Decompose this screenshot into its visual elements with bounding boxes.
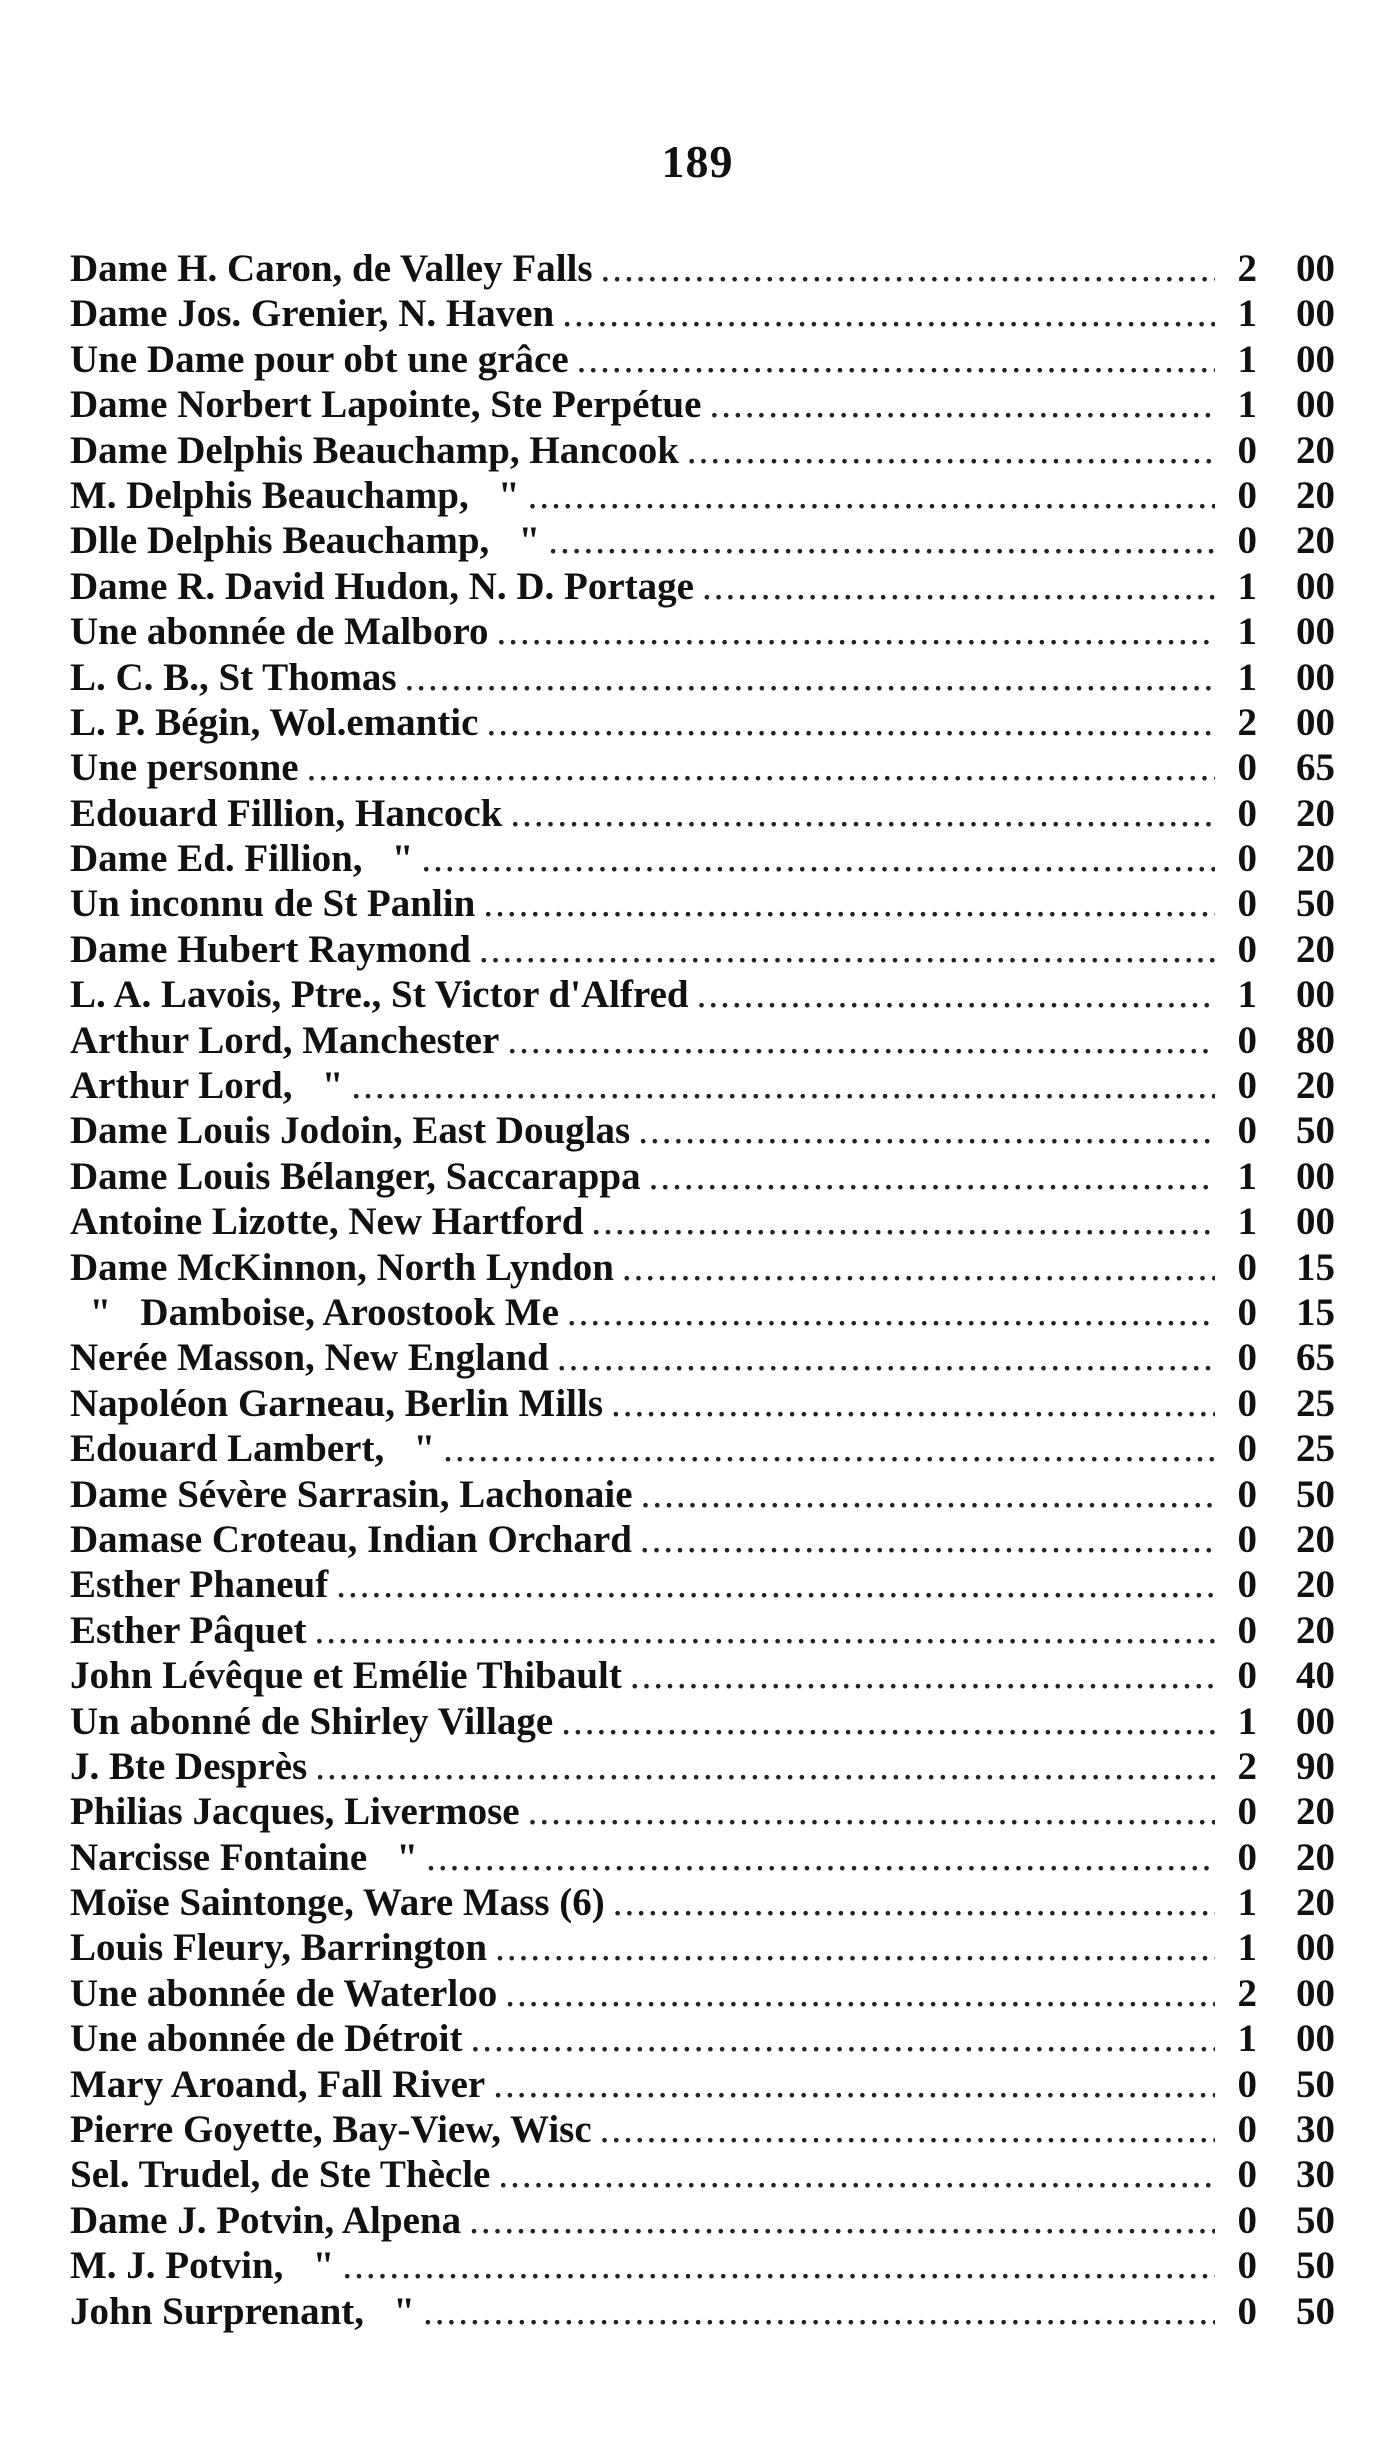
amount-cents: 20 bbox=[1296, 1881, 1335, 1925]
amount-cents: 20 bbox=[1296, 428, 1335, 472]
dot-leader bbox=[486, 700, 1215, 745]
entry-amount bbox=[1223, 1108, 1335, 1153]
dot-leader bbox=[548, 518, 1215, 563]
dot-leader bbox=[709, 382, 1215, 427]
amount-cents: 00 bbox=[1296, 973, 1335, 1017]
donation-list bbox=[70, 246, 1335, 2334]
amount-dollars: 0 bbox=[1237, 473, 1257, 517]
list-item bbox=[70, 473, 1335, 518]
list-item bbox=[70, 1245, 1335, 1290]
amount-dollars: 0 bbox=[1237, 1064, 1257, 1108]
amount-cents: 50 bbox=[1296, 1472, 1335, 1516]
entry-name: Dame Louis Bélanger, Saccarappa bbox=[70, 1154, 641, 1198]
entry-name: " Damboise, Aroostook Me bbox=[70, 1290, 559, 1334]
amount-dollars: 0 bbox=[1237, 1835, 1257, 1879]
amount-dollars: 1 bbox=[1237, 2017, 1257, 2061]
list-item bbox=[70, 655, 1335, 700]
dot-leader bbox=[505, 1971, 1215, 2016]
amount-dollars: 0 bbox=[1237, 1290, 1257, 1334]
dot-leader bbox=[528, 473, 1215, 518]
entry-amount bbox=[1223, 2243, 1335, 2288]
list-item bbox=[70, 1381, 1335, 1426]
list-item bbox=[70, 1154, 1335, 1199]
entry-name: Pierre Goyette, Bay-View, Wisc bbox=[70, 2108, 592, 2152]
list-item bbox=[70, 2107, 1335, 2152]
amount-dollars: 0 bbox=[1237, 1109, 1257, 1153]
list-item bbox=[70, 1835, 1335, 1880]
entry-amount bbox=[1223, 291, 1335, 336]
dot-leader bbox=[510, 791, 1215, 836]
dot-leader bbox=[601, 246, 1215, 291]
amount-dollars: 0 bbox=[1237, 2289, 1257, 2333]
entry-name: Une Dame pour obt une grâce bbox=[70, 337, 569, 381]
amount-cents: 00 bbox=[1296, 655, 1335, 699]
entry-amount bbox=[1223, 1018, 1335, 1063]
entry-amount bbox=[1223, 1608, 1335, 1653]
list-item bbox=[70, 382, 1335, 427]
list-item bbox=[70, 2243, 1335, 2288]
amount-cents: 15 bbox=[1296, 1245, 1335, 1289]
list-item bbox=[70, 700, 1335, 745]
entry-name: Un abonné de Shirley Village bbox=[70, 1699, 554, 1743]
amount-dollars: 0 bbox=[1237, 519, 1257, 563]
amount-cents: 50 bbox=[1296, 1109, 1335, 1153]
amount-cents: 20 bbox=[1296, 1608, 1335, 1652]
entry-amount bbox=[1223, 382, 1335, 427]
entry-name: Dame Ed. Fillion, " bbox=[70, 837, 414, 881]
entry-amount bbox=[1223, 428, 1335, 473]
dot-leader bbox=[342, 2243, 1215, 2288]
entry-name: Dame McKinnon, North Lyndon bbox=[70, 1245, 614, 1289]
list-item bbox=[70, 2289, 1335, 2334]
dot-leader bbox=[421, 836, 1215, 881]
amount-cents: 20 bbox=[1296, 1064, 1335, 1108]
amount-cents: 25 bbox=[1296, 1427, 1335, 1471]
dot-leader bbox=[426, 1835, 1215, 1880]
list-item bbox=[70, 1699, 1335, 1744]
entry-name: Nerée Masson, New England bbox=[70, 1336, 549, 1380]
entry-name: L. A. Lavois, Ptre., St Victor d'Alfred bbox=[70, 973, 689, 1017]
dot-leader bbox=[336, 1562, 1215, 1607]
entry-name: Dame Louis Jodoin, East Douglas bbox=[70, 1109, 631, 1153]
amount-dollars: 0 bbox=[1237, 837, 1257, 881]
dot-leader bbox=[495, 1925, 1215, 1970]
list-item bbox=[70, 1971, 1335, 2016]
amount-dollars: 1 bbox=[1237, 1881, 1257, 1925]
entry-name: L. C. B., St Thomas bbox=[70, 655, 397, 699]
amount-cents: 30 bbox=[1296, 2153, 1335, 2197]
dot-leader bbox=[507, 1018, 1215, 1063]
amount-dollars: 0 bbox=[1237, 1472, 1257, 1516]
list-item bbox=[70, 1335, 1335, 1380]
dot-leader bbox=[613, 1880, 1215, 1925]
amount-cents: 40 bbox=[1296, 1654, 1335, 1698]
amount-cents: 00 bbox=[1296, 247, 1335, 290]
dot-leader bbox=[641, 1472, 1215, 1517]
list-item bbox=[70, 2016, 1335, 2061]
entry-name: Dame Delphis Beauchamp, Hancook bbox=[70, 428, 679, 472]
amount-dollars: 0 bbox=[1237, 1336, 1257, 1380]
list-item bbox=[70, 291, 1335, 336]
entry-name: Une abonnée de Waterloo bbox=[70, 1971, 498, 2015]
dot-leader bbox=[649, 1154, 1215, 1199]
entry-name: Arthur Lord, Manchester bbox=[70, 1018, 500, 1062]
entry-amount bbox=[1223, 1472, 1335, 1517]
amount-dollars: 0 bbox=[1237, 2153, 1257, 2197]
amount-cents: 80 bbox=[1296, 1018, 1335, 1062]
entry-amount bbox=[1223, 1426, 1335, 1471]
entry-amount bbox=[1223, 700, 1335, 745]
amount-dollars: 0 bbox=[1237, 1563, 1257, 1607]
dot-leader bbox=[471, 2016, 1216, 2061]
amount-cents: 65 bbox=[1296, 746, 1335, 790]
dot-leader bbox=[423, 2289, 1215, 2334]
entry-amount bbox=[1223, 1381, 1335, 1426]
amount-dollars: 2 bbox=[1237, 1744, 1257, 1788]
entry-name: Philias Jacques, Livermose bbox=[70, 1790, 520, 1834]
amount-dollars: 1 bbox=[1237, 1154, 1257, 1198]
amount-cents: 00 bbox=[1296, 292, 1335, 336]
list-item bbox=[70, 1018, 1335, 1063]
entry-amount bbox=[1223, 246, 1335, 291]
amount-dollars: 0 bbox=[1237, 1245, 1257, 1289]
entry-amount bbox=[1223, 609, 1335, 654]
entry-amount bbox=[1223, 1699, 1335, 1744]
amount-cents: 50 bbox=[1296, 882, 1335, 926]
list-item bbox=[70, 745, 1335, 790]
amount-cents: 00 bbox=[1296, 2017, 1335, 2061]
entry-amount bbox=[1223, 655, 1335, 700]
amount-dollars: 1 bbox=[1237, 1200, 1257, 1244]
amount-cents: 20 bbox=[1296, 1563, 1335, 1607]
amount-cents: 20 bbox=[1296, 927, 1335, 971]
dot-leader bbox=[528, 1789, 1215, 1834]
dot-leader bbox=[483, 881, 1215, 926]
entry-amount bbox=[1223, 1562, 1335, 1607]
entry-amount bbox=[1223, 2152, 1335, 2197]
entry-amount bbox=[1223, 1653, 1335, 1698]
entry-amount bbox=[1223, 564, 1335, 609]
list-item bbox=[70, 1608, 1335, 1653]
amount-dollars: 0 bbox=[1237, 2244, 1257, 2288]
amount-dollars: 0 bbox=[1237, 2108, 1257, 2152]
entry-amount bbox=[1223, 791, 1335, 836]
entry-amount bbox=[1223, 881, 1335, 926]
list-item bbox=[70, 1108, 1335, 1153]
dot-leader bbox=[561, 1699, 1215, 1744]
entry-amount bbox=[1223, 518, 1335, 563]
amount-cents: 00 bbox=[1296, 700, 1335, 744]
list-item bbox=[70, 1744, 1335, 1789]
entry-amount bbox=[1223, 1199, 1335, 1244]
amount-cents: 50 bbox=[1296, 2198, 1335, 2242]
amount-dollars: 1 bbox=[1237, 337, 1257, 381]
dot-leader bbox=[577, 337, 1215, 382]
entry-amount bbox=[1223, 473, 1335, 518]
list-item bbox=[70, 1789, 1335, 1834]
amount-dollars: 0 bbox=[1237, 1654, 1257, 1698]
entry-amount bbox=[1223, 1154, 1335, 1199]
entry-amount bbox=[1223, 2198, 1335, 2243]
entry-name: Une personne bbox=[70, 746, 299, 790]
list-item bbox=[70, 2062, 1335, 2107]
entry-name: Narcisse Fontaine " bbox=[70, 1835, 419, 1879]
amount-dollars: 0 bbox=[1237, 1790, 1257, 1834]
dot-leader bbox=[687, 428, 1215, 473]
dot-leader bbox=[611, 1381, 1215, 1426]
dot-leader bbox=[562, 291, 1215, 336]
entry-name: Dlle Delphis Beauchamp, " bbox=[70, 519, 541, 563]
entry-amount bbox=[1223, 2107, 1335, 2152]
dot-leader bbox=[702, 564, 1215, 609]
amount-cents: 00 bbox=[1296, 1154, 1335, 1198]
amount-cents: 90 bbox=[1296, 1744, 1335, 1788]
amount-cents: 20 bbox=[1296, 837, 1335, 881]
list-item bbox=[70, 927, 1335, 972]
list-item bbox=[70, 1063, 1335, 1108]
list-item bbox=[70, 1426, 1335, 1471]
amount-cents: 00 bbox=[1296, 564, 1335, 608]
entry-name: L. P. Bégin, Wol.emantic bbox=[70, 700, 479, 744]
amount-dollars: 1 bbox=[1237, 1699, 1257, 1743]
entry-name: J. Bte Desprès bbox=[70, 1744, 308, 1788]
list-item bbox=[70, 1925, 1335, 1970]
entry-name: Moïse Saintonge, Ware Mass (6) bbox=[70, 1881, 605, 1925]
amount-cents: 30 bbox=[1296, 2108, 1335, 2152]
list-item bbox=[70, 2152, 1335, 2197]
amount-dollars: 1 bbox=[1237, 564, 1257, 608]
amount-dollars: 0 bbox=[1237, 882, 1257, 926]
amount-dollars: 1 bbox=[1237, 1926, 1257, 1970]
entry-amount bbox=[1223, 1335, 1335, 1380]
entry-amount bbox=[1223, 745, 1335, 790]
entry-amount bbox=[1223, 1290, 1335, 1335]
amount-dollars: 0 bbox=[1237, 1517, 1257, 1561]
amount-cents: 00 bbox=[1296, 1971, 1335, 2015]
amount-cents: 20 bbox=[1296, 791, 1335, 835]
entry-name: Dame Norbert Lapointe, Ste Perpétue bbox=[70, 383, 702, 427]
amount-cents: 20 bbox=[1296, 1835, 1335, 1879]
list-item bbox=[70, 1290, 1335, 1335]
entry-name: Dame Jos. Grenier, N. Haven bbox=[70, 292, 555, 336]
list-item bbox=[70, 246, 1335, 291]
entry-name: John Surprenant, " bbox=[70, 2289, 415, 2333]
amount-dollars: 1 bbox=[1237, 973, 1257, 1017]
list-item bbox=[70, 1199, 1335, 1244]
amount-cents: 20 bbox=[1296, 519, 1335, 563]
list-item bbox=[70, 1653, 1335, 1698]
list-item bbox=[70, 564, 1335, 609]
list-item bbox=[70, 881, 1335, 926]
amount-cents: 00 bbox=[1296, 337, 1335, 381]
list-item bbox=[70, 428, 1335, 473]
amount-cents: 00 bbox=[1296, 610, 1335, 654]
entry-name: Une abonnée de Détroit bbox=[70, 2017, 463, 2061]
entry-amount bbox=[1223, 1789, 1335, 1834]
dot-leader bbox=[630, 1653, 1215, 1698]
entry-name: Edouard Fillion, Hancock bbox=[70, 791, 503, 835]
dot-leader bbox=[497, 609, 1215, 654]
entry-name: Napoléon Garneau, Berlin Mills bbox=[70, 1381, 604, 1425]
entry-name: Damase Croteau, Indian Orchard bbox=[70, 1517, 632, 1561]
amount-dollars: 1 bbox=[1237, 292, 1257, 336]
entry-amount bbox=[1223, 1880, 1335, 1925]
entry-name: Dame Hubert Raymond bbox=[70, 927, 471, 971]
entry-amount bbox=[1223, 1063, 1335, 1108]
amount-cents: 20 bbox=[1296, 473, 1335, 517]
entry-name: Esther Pâquet bbox=[70, 1608, 307, 1652]
dot-leader bbox=[697, 972, 1215, 1017]
amount-dollars: 0 bbox=[1237, 1608, 1257, 1652]
entry-amount bbox=[1223, 1835, 1335, 1880]
amount-dollars: 0 bbox=[1237, 791, 1257, 835]
entry-name: Mary Aroand, Fall River bbox=[70, 2062, 486, 2106]
amount-dollars: 2 bbox=[1237, 247, 1257, 290]
amount-dollars: 2 bbox=[1237, 1971, 1257, 2015]
dot-leader bbox=[557, 1335, 1215, 1380]
entry-name: M. Delphis Beauchamp, " bbox=[70, 473, 520, 517]
entry-amount bbox=[1223, 2289, 1335, 2334]
amount-cents: 20 bbox=[1296, 1517, 1335, 1561]
entry-amount bbox=[1223, 1925, 1335, 1970]
amount-dollars: 2 bbox=[1237, 700, 1257, 744]
entry-name: Dame Sévère Sarrasin, Lachonaie bbox=[70, 1472, 633, 1516]
dot-leader bbox=[315, 1744, 1215, 1789]
entry-name: Edouard Lambert, " bbox=[70, 1427, 436, 1471]
entry-amount bbox=[1223, 337, 1335, 382]
amount-dollars: 0 bbox=[1237, 2198, 1257, 2242]
dot-leader bbox=[405, 655, 1215, 700]
amount-cents: 20 bbox=[1296, 1790, 1335, 1834]
dot-leader bbox=[315, 1608, 1215, 1653]
dot-leader bbox=[622, 1245, 1215, 1290]
dot-leader bbox=[498, 2152, 1215, 2197]
amount-cents: 15 bbox=[1296, 1290, 1335, 1334]
entry-amount bbox=[1223, 1744, 1335, 1789]
entry-amount bbox=[1223, 1971, 1335, 2016]
entry-name: Arthur Lord, " bbox=[70, 1064, 344, 1108]
amount-dollars: 0 bbox=[1237, 746, 1257, 790]
dot-leader bbox=[638, 1108, 1215, 1153]
dot-leader bbox=[443, 1426, 1215, 1471]
amount-dollars: 0 bbox=[1237, 2062, 1257, 2106]
dot-leader bbox=[469, 2198, 1215, 2243]
dot-leader bbox=[591, 1199, 1215, 1244]
amount-dollars: 0 bbox=[1237, 1018, 1257, 1062]
entry-name: Une abonnée de Malboro bbox=[70, 610, 489, 654]
amount-dollars: 0 bbox=[1237, 1381, 1257, 1425]
list-item bbox=[70, 836, 1335, 881]
amount-dollars: 0 bbox=[1237, 428, 1257, 472]
amount-cents: 50 bbox=[1296, 2244, 1335, 2288]
entry-name: Un inconnu de St Panlin bbox=[70, 882, 476, 926]
amount-dollars: 1 bbox=[1237, 610, 1257, 654]
entry-name: Esther Phaneuf bbox=[70, 1563, 329, 1607]
amount-cents: 65 bbox=[1296, 1336, 1335, 1380]
entry-name: Sel. Trudel, de Ste Thècle bbox=[70, 2153, 491, 2197]
entry-name: John Lévêque et Emélie Thibault bbox=[70, 1654, 622, 1698]
entry-name: Louis Fleury, Barrington bbox=[70, 1926, 488, 1970]
list-item bbox=[70, 972, 1335, 1017]
dot-leader bbox=[567, 1290, 1215, 1335]
entry-amount bbox=[1223, 2062, 1335, 2107]
dot-leader bbox=[640, 1517, 1215, 1562]
entry-amount bbox=[1223, 1245, 1335, 1290]
list-item bbox=[70, 337, 1335, 382]
amount-dollars: 0 bbox=[1237, 927, 1257, 971]
amount-cents: 25 bbox=[1296, 1381, 1335, 1425]
entry-amount bbox=[1223, 1517, 1335, 1562]
amount-dollars: 1 bbox=[1237, 383, 1257, 427]
amount-cents: 00 bbox=[1296, 1200, 1335, 1244]
list-item bbox=[70, 2198, 1335, 2243]
list-item bbox=[70, 1517, 1335, 1562]
entry-amount bbox=[1223, 2016, 1335, 2061]
entry-name: Dame J. Potvin, Alpena bbox=[70, 2198, 462, 2242]
page-number: 189 bbox=[661, 136, 734, 187]
list-item bbox=[70, 609, 1335, 654]
entry-amount bbox=[1223, 972, 1335, 1017]
entry-name: Dame H. Caron, de Valley Falls bbox=[70, 247, 593, 290]
amount-cents: 50 bbox=[1296, 2289, 1335, 2333]
dot-leader bbox=[351, 1063, 1215, 1108]
list-item bbox=[70, 518, 1335, 563]
dot-leader bbox=[493, 2062, 1215, 2107]
dot-leader bbox=[307, 745, 1215, 790]
list-item bbox=[70, 1880, 1335, 1925]
amount-cents: 00 bbox=[1296, 1699, 1335, 1743]
entry-amount bbox=[1223, 927, 1335, 972]
entry-name: Dame R. David Hudon, N. D. Portage bbox=[70, 564, 694, 608]
list-item bbox=[70, 1562, 1335, 1607]
entry-name: M. J. Potvin, " bbox=[70, 2244, 335, 2288]
amount-dollars: 1 bbox=[1237, 655, 1257, 699]
entry-amount bbox=[1223, 836, 1335, 881]
amount-cents: 50 bbox=[1296, 2062, 1335, 2106]
list-item bbox=[70, 1472, 1335, 1517]
list-item bbox=[70, 791, 1335, 836]
amount-cents: 00 bbox=[1296, 383, 1335, 427]
dot-leader bbox=[600, 2107, 1215, 2152]
entry-name: Antoine Lizotte, New Hartford bbox=[70, 1200, 584, 1244]
dot-leader bbox=[479, 927, 1215, 972]
amount-cents: 00 bbox=[1296, 1926, 1335, 1970]
amount-dollars: 0 bbox=[1237, 1427, 1257, 1471]
